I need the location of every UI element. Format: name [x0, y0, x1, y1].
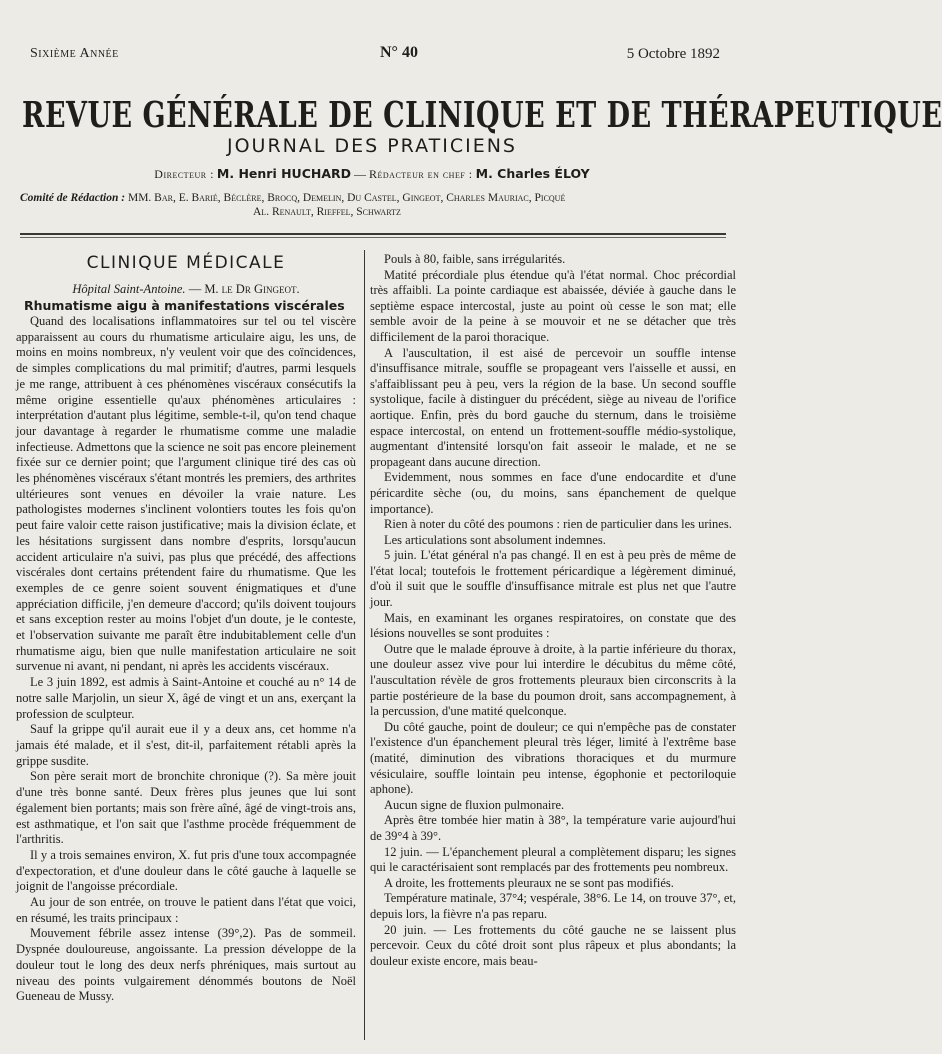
paragraph: Température matinale, 37°4; vespérale, 38°6. Le 14, on trouve 37°, et, depuis lors, la fièvre n'a pas reparu.: [370, 891, 736, 921]
issue-number: N° 40: [380, 44, 418, 61]
section-heading: CLINIQUE MÉDICALE: [86, 253, 286, 273]
edition-label: Sixième Année: [30, 46, 119, 61]
committee-names-line2: Al. Renault, Rieffel, Schwartz: [253, 206, 401, 218]
paragraph: Après être tombée hier matin à 38°, la température varie aujourd'hui de 39°4 à 39°.: [370, 813, 736, 843]
paragraph: Au jour de son entrée, on trouve le patient dans l'état que voici, en résumé, les traits principaux :: [16, 895, 356, 925]
editor-name: M. Charles ÉLOY: [475, 166, 590, 181]
journal-subtitle: JOURNAL DES PRATICIENS: [226, 135, 517, 157]
paragraph: A droite, les frottements pleuraux ne se sont pas modifiés.: [384, 875, 674, 890]
committee-names-line1: MM. Bar, E. Barié, Béclère, Brocq, Demelin, Du Castel, Gingeot, Charles Mauriac, Picqué: [127, 192, 566, 204]
director-label: Directeur :: [154, 167, 214, 181]
direction-line: [22, 166, 722, 182]
paragraph: A l'auscultation, il est aisé de percevoir un souffle intense d'insuffisance mitrale, souffle se propageant vers l'aisselle et aussi, en s'affaiblissant peu à peu, vers la région de la base. Un second souffle systolique, facile à distinguer du précédent, siège au niveau de l'orifice aortique. Enfin, près du bord gauche du sternum, dans le troisième espace intercostal, on entend un frottement-souffle médio-systolique, augmentant d'intensité lorsqu'on fait asseoir le malade, et ne se propageant dans aucune direction.: [370, 345, 736, 469]
editorial-committee: [20, 191, 732, 219]
journal-title: REVUE GÉNÉRALE DE CLINIQUE ET DE THÉRAPEUTIQUE: [22, 96, 942, 137]
right-column: [370, 252, 736, 969]
paragraph: Mais, en examinant les organes respiratoires, on constate que des lésions nouvelles se sont produites :: [370, 610, 736, 641]
committee-label: Comité de Rédaction :: [20, 192, 126, 204]
issue-date: 5 Octobre 1892: [626, 46, 720, 62]
director-name: M. Henri HUCHARD: [216, 166, 352, 181]
editor-label: Rédacteur en chef :: [369, 167, 473, 181]
paragraph: 12 juin. — L'épanchement pleural a complètement disparu; les signes qui le caractérisaient sont remplacés par des frottements peu nombreux.: [370, 844, 736, 875]
paragraph: Matité précordiale plus étendue qu'à l'état normal. Choc précordial très affaibli. La pointe cardiaque est abaissée, déviée à gauche dans le septième espace intercostal, juste au point où cesse le son mat; elle semble avoir de la peine à se mouvoir et ne se détacher que très difficilement de la paroi thoracique.: [370, 267, 736, 344]
paragraph: Outre que le malade éprouve à droite, à la partie inférieure du thorax, une douleur assez vive pour lui interdire le décubitus du même côté, l'auscultation révèle de gros frottements pleuraux bien circonscrits à la partie postérieure de la base du poumon droit, sans accompagnement, à la percussion, d'une matité quelconque.: [370, 641, 736, 719]
hospital-name: Hôpital Saint-Antoine.: [72, 282, 186, 296]
masthead-rule: [20, 233, 726, 235]
running-header: [30, 46, 720, 66]
doctor-name: — M. le Dr Gingeot.: [188, 282, 300, 296]
paragraph: Mouvement fébrile assez intense (39°,2). Pas de sommeil. Dyspnée douloureuse, angoissante. La pression développe de la douleur tout le long des deux nerfs phréniques, mais surtout au niveau des points vulgairement dénommés boutons de Noël Gueneau de Mussy.: [16, 926, 356, 1004]
paragraph: Aucun signe de fluxion pulmonaire.: [384, 797, 565, 812]
paragraph: 5 juin. L'état général n'a pas changé. Il en est à peu près de même de l'état local; toutefois le frottement péricardique a légèrement diminué, d'où il suit que le souffle d'insuffisance mitrale est plus net que l'autre jour.: [370, 548, 736, 610]
paragraph: Pouls à 80, faible, sans irrégularités.: [384, 252, 566, 266]
paragraph: Le 3 juin 1892, est admis à Saint-Antoine et couché au n° 14 de notre salle Marjolin, un sieur X, âgé de vingt et un ans, exerçant la profession de sculpteur.: [16, 675, 356, 721]
paragraph: Du côté gauche, point de douleur; ce qui n'empêche pas de constater l'existence d'un épanchement pleural très léger, limité à l'extrême base (matité, diminution des vibrations thoraciques et du murmure vésiculaire, souffle lointain peu intense, égophonie et pectoriloquie aphone).: [370, 719, 736, 797]
direction-separator: —: [354, 167, 367, 181]
paragraph: Les articulations sont absolument indemnes.: [384, 532, 606, 547]
paragraph: Son père serait mort de bronchite chronique (?). Sa mère jouit d'une très bonne santé. Deux frères plus jeunes que lui sont également bien portants; mais son frère aîné, âgé de vingt-trois ans, est asthmatique, et l'on sait que l'asthme procède fréquemment de l'arthritis.: [16, 769, 356, 847]
paragraph: Sauf la grippe qu'il aurait eue il y a deux ans, cet homme n'a jamais été malade, et il s'est, dit-il, parfaitement rétabli après la grippe susdite.: [16, 722, 356, 768]
left-column: [16, 252, 356, 1005]
paragraph: Quand des localisations inflammatoires sur tel ou tel viscère apparaissent au cours du rhumatisme articulaire aigu, les uns, de moins en moins nombreux, n'y veulent voir que des coïncidences, de simples complications du mal primitif; d'autres, parmi lesquels je me range, attribuent à ces phénomènes viscéraux consécutifs la même origine essentielle qu'aux phénomènes articulaires : interprétation d'autant plus légitime, semble-t-il, qu'on tend chaque jour davantage à regarder le rhumatisme comme une maladie infectieuse. Admettons que la science ne soit pas encore pleinement fixée sur ce dernier point; que l'argument clinique tiré des cas où les phénomènes viscéraux s'étant montrés les premiers, des arthrites ultérieures sont venues en dévoiler la vraie nature. Les pathologistes modernes s'inclinent volontiers toutes les fois qu'on peut faire valoir cette raison justificative; mais la division éclate, et les hésitations surgissent dans nombre d'esprits, lorsqu'aucun accident articulaire n'a suivi, pas plus que précédé, des affections viscérales dont certains prétendent faire du rhumatisme. Que les exemples de ce genre soient souvent énigmatiques et d'une appréciation difficile, j'en demeure d'accord; qu'ils doivent toujours et sans exception rester au moins l'objet d'un doute, je le conteste, et l'observation suivante me paraît être indubitablement celle d'un rhumatisme aigu, bien que nulle manifestation articulaire ne soit survenue ni avant, ni pendant, ni après les accidents viscéraux.: [16, 314, 356, 674]
hospital-line: [16, 281, 356, 297]
paragraph: Evidemment, nous sommes en face d'une endocardite et d'une péricardite sèche (ou, du moins, sans épanchement de quelque importance).: [370, 470, 736, 516]
paragraph: Rien à noter du côté des poumons : rien de particulier dans les urines.: [384, 517, 732, 532]
column-divider: [364, 250, 365, 1040]
paragraph: Il y a trois semaines environ, X. fut pris d'une toux accompagnée d'expectoration, et d'une douleur dans le côté gauche à laquelle se joignit de l'angoisse précordiale.: [16, 847, 356, 894]
paragraph: 20 juin. — Les frottements du côté gauche ne se laissent plus percevoir. Ceux du côté droit sont plus râpeux et plus abondants; la douleur existe encore, mais beau-: [370, 922, 736, 968]
article-title: Rhumatisme aigu à manifestations viscérales: [24, 298, 345, 313]
